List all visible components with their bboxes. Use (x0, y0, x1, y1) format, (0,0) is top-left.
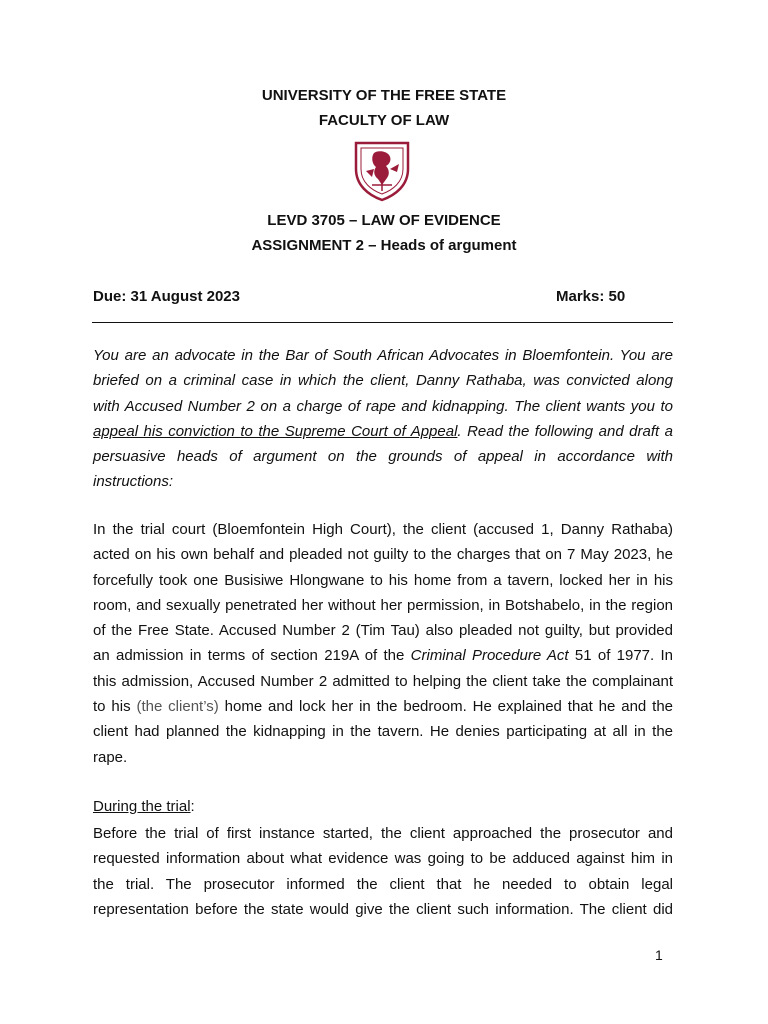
trial-line: acted on his own behalf and pleaded not guilty to the charges that on 7 May 2023, he (93, 546, 673, 564)
divider (92, 322, 673, 323)
trial-line (93, 643, 673, 668)
trial-line-part: to his (93, 698, 137, 716)
trial-line-part: (the client’s) (136, 698, 219, 716)
trial-paragraph (93, 517, 673, 770)
assignment-title: ASSIGNMENT 2 – Heads of argument (251, 237, 517, 254)
section-heading-text: During the trial (93, 798, 191, 815)
faculty-name: FACULTY OF LAW (318, 112, 450, 129)
trial-line: client had planned the kidnapping in the tavern. He denies participating at all in the (93, 723, 673, 741)
intro-line (93, 419, 673, 444)
during-line: requested information about what evidence was going to be adduced against him in (93, 850, 673, 868)
during-line: representation before the state would give the client such information. The client did (93, 900, 673, 918)
trial-line: forcefully took one Busisiwe Hlongwane to his home from a tavern, locked her in his (93, 571, 673, 589)
act-title: Criminal Procedure Act (410, 647, 569, 665)
due-date: Due: 31 August 2023 (93, 288, 240, 305)
intro-line: with Accused Number 2 on a charge of rape and kidnapping. The client wants you to (93, 397, 673, 415)
during-trial-paragraph (93, 821, 673, 922)
trial-line: In the trial court (Bloemfontein High Court), the client (accused 1, Danny Rathaba) (93, 521, 673, 538)
intro-line-rest: . Read the following and draft a (457, 422, 673, 440)
intro-paragraph (93, 343, 673, 495)
trial-line: rape. (93, 748, 128, 766)
course-code: LEVD 3705 – LAW OF EVIDENCE (267, 212, 501, 229)
university-name: UNIVERSITY OF THE FREE STATE (261, 87, 507, 104)
intro-line: briefed on a criminal case in which the client, Danny Rathaba, was convicted along (93, 372, 673, 390)
during-line: Before the trial of first instance started, the client approached the prosecutor and (93, 825, 673, 842)
section-heading (93, 797, 673, 817)
page-number: 1 (655, 947, 663, 963)
intro-line: persuasive heads of argument on the grounds of appeal in accordance with (93, 448, 673, 466)
trial-line-part: home and lock her in the bedroom. He explained that he and the (218, 698, 673, 716)
trial-line-part: an admission in terms of section 219A of the (93, 647, 411, 665)
section-heading-colon: : (190, 798, 195, 815)
during-line: the trial. The prosecutor informed the client that he needed to obtain legal (93, 875, 673, 893)
intro-line: instructions: (93, 473, 174, 491)
trial-line-part: 51 of 1977. In (568, 647, 673, 665)
trial-line: room, and sexually penetrated her without her permission, in Botshabelo, in the region (93, 596, 673, 614)
appeal-instruction: appeal his conviction to the Supreme Court of Appeal (93, 422, 458, 440)
trial-line: this admission, Accused Number 2 admitted to helping the client take the complainant (93, 672, 673, 690)
university-crest-icon (352, 139, 412, 203)
trial-line (93, 694, 673, 719)
intro-line: You are an advocate in the Bar of South African Advocates in Bloemfontein. You are (93, 347, 673, 364)
marks: Marks: 50 (556, 288, 626, 305)
trial-line: of the Free State. Accused Number 2 (Tim Tau) also pleaded not guilty, but provided (93, 622, 673, 640)
due-marks-row (93, 287, 673, 307)
